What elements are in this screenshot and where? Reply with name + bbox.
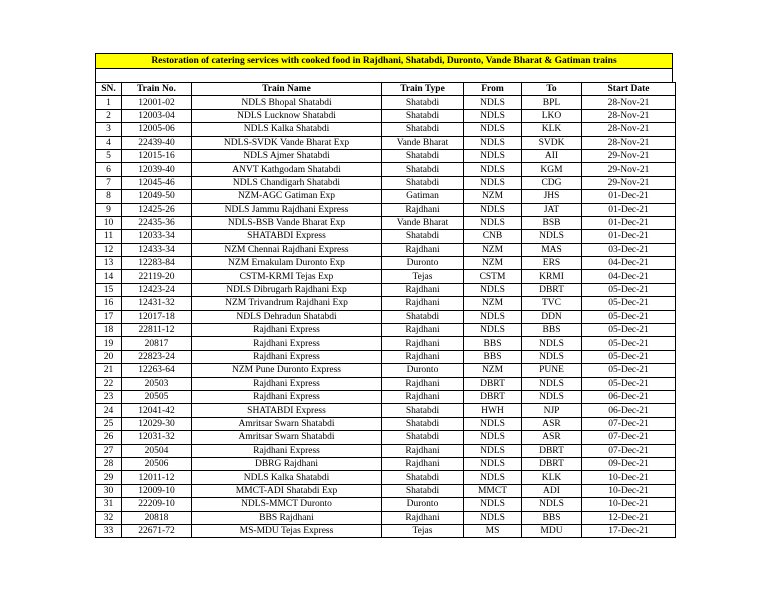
cell-to: SVDK [522, 136, 582, 149]
cell-train-no: 12017-18 [122, 310, 192, 323]
cell-sn: 20 [96, 350, 122, 363]
cell-to: BPL [522, 96, 582, 109]
table-row [96, 216, 676, 229]
cell-train-no: 12031-32 [122, 431, 192, 444]
cell-train-type: Shatabdi [382, 417, 464, 430]
cell-train-no: 12263-64 [122, 364, 192, 377]
cell-from: BBS [464, 337, 522, 350]
cell-from: BBS [464, 350, 522, 363]
cell-train-no: 20503 [122, 377, 192, 390]
cell-train-type: Vande Bharat [382, 216, 464, 229]
cell-start-date: 05-Dec-21 [582, 364, 676, 377]
table-row [96, 377, 676, 390]
cell-start-date: 07-Dec-21 [582, 431, 676, 444]
cell-to: BBS [522, 511, 582, 524]
cell-from: NDLS [464, 163, 522, 176]
table-row [96, 176, 676, 189]
cell-train-no: 12049-50 [122, 190, 192, 203]
column-header-train-type: Train Type [382, 83, 464, 96]
cell-start-date: 07-Dec-21 [582, 444, 676, 457]
cell-start-date: 01-Dec-21 [582, 190, 676, 203]
cell-sn: 1 [96, 96, 122, 109]
cell-train-name: Rajdhani Express [192, 377, 382, 390]
cell-train-no: 22435-36 [122, 216, 192, 229]
table-row [96, 163, 676, 176]
cell-sn: 12 [96, 243, 122, 256]
cell-train-no: 22823-24 [122, 350, 192, 363]
cell-from: NDLS [464, 203, 522, 216]
cell-train-type: Duronto [382, 364, 464, 377]
cell-from: NZM [464, 364, 522, 377]
cell-sn: 4 [96, 136, 122, 149]
cell-train-type: Rajdhani [382, 390, 464, 403]
cell-train-no: 22119-20 [122, 270, 192, 283]
cell-train-type: Shatabdi [382, 163, 464, 176]
cell-train-name: NDLS-BSB Vande Bharat Exp [192, 216, 382, 229]
table-row [96, 270, 676, 283]
cell-to: NDLS [522, 377, 582, 390]
cell-start-date: 04-Dec-21 [582, 270, 676, 283]
cell-sn: 6 [96, 163, 122, 176]
cell-train-name: NDLS Dehradun Shatabdi [192, 310, 382, 323]
cell-to: DBRT [522, 283, 582, 296]
spreadsheet [95, 53, 673, 538]
cell-train-no: 12033-34 [122, 230, 192, 243]
cell-train-no: 12015-16 [122, 149, 192, 162]
cell-train-type: Shatabdi [382, 230, 464, 243]
cell-train-name: SHATABDI Express [192, 230, 382, 243]
table-row [96, 243, 676, 256]
cell-to: NDLS [522, 230, 582, 243]
column-header-from: From [464, 83, 522, 96]
cell-train-type: Rajdhani [382, 283, 464, 296]
column-header-train-name: Train Name [192, 83, 382, 96]
cell-train-type: Shatabdi [382, 123, 464, 136]
header-row [96, 83, 676, 96]
cell-train-no: 12029-30 [122, 417, 192, 430]
cell-sn: 31 [96, 498, 122, 511]
cell-train-type: Rajdhani [382, 444, 464, 457]
cell-start-date: 05-Dec-21 [582, 283, 676, 296]
cell-train-no: 12003-04 [122, 109, 192, 122]
cell-train-type: Rajdhani [382, 203, 464, 216]
cell-from: NDLS [464, 431, 522, 444]
cell-train-type: Tejas [382, 524, 464, 537]
cell-to: ADI [522, 484, 582, 497]
cell-train-name: NZM Ernakulam Duronto Exp [192, 257, 382, 270]
cell-train-type: Rajdhani [382, 377, 464, 390]
cell-from: NDLS [464, 283, 522, 296]
cell-train-no: 22811-12 [122, 324, 192, 337]
cell-start-date: 06-Dec-21 [582, 404, 676, 417]
cell-to: ASR [522, 417, 582, 430]
cell-to: JAT [522, 203, 582, 216]
table-row [96, 498, 676, 511]
cell-sn: 3 [96, 123, 122, 136]
cell-start-date: 29-Nov-21 [582, 163, 676, 176]
table-row [96, 484, 676, 497]
cell-start-date: 09-Dec-21 [582, 457, 676, 470]
cell-train-type: Duronto [382, 257, 464, 270]
cell-train-name: Rajdhani Express [192, 337, 382, 350]
cell-start-date: 06-Dec-21 [582, 390, 676, 403]
cell-sn: 22 [96, 377, 122, 390]
cell-train-type: Rajdhani [382, 511, 464, 524]
cell-train-no: 12011-12 [122, 471, 192, 484]
table-row [96, 471, 676, 484]
cell-from: MS [464, 524, 522, 537]
cell-start-date: 05-Dec-21 [582, 310, 676, 323]
cell-sn: 24 [96, 404, 122, 417]
cell-train-name: CSTM-KRMI Tejas Exp [192, 270, 382, 283]
cell-train-name: Rajdhani Express [192, 444, 382, 457]
cell-sn: 30 [96, 484, 122, 497]
table-row [96, 203, 676, 216]
cell-train-name: NDLS-SVDK Vande Bharat Exp [192, 136, 382, 149]
cell-train-no: 12005-06 [122, 123, 192, 136]
cell-to: NDLS [522, 350, 582, 363]
cell-train-name: MS-MDU Tejas Express [192, 524, 382, 537]
table-row [96, 431, 676, 444]
cell-from: NDLS [464, 457, 522, 470]
cell-to: BSB [522, 216, 582, 229]
column-header-to: To [522, 83, 582, 96]
cell-from: HWH [464, 404, 522, 417]
cell-train-no: 12001-02 [122, 96, 192, 109]
cell-train-name: NZM-AGC Gatiman Exp [192, 190, 382, 203]
cell-sn: 8 [96, 190, 122, 203]
cell-from: MMCT [464, 484, 522, 497]
cell-start-date: 04-Dec-21 [582, 257, 676, 270]
cell-to: NJP [522, 404, 582, 417]
blank-row [95, 69, 673, 82]
cell-train-no: 12431-32 [122, 297, 192, 310]
cell-sn: 13 [96, 257, 122, 270]
cell-train-no: 22209-10 [122, 498, 192, 511]
cell-train-name: NDLS Ajmer Shatabdi [192, 149, 382, 162]
sheet-title: Restoration of catering services with cooked food in Rajdhani, Shatabdi, Duronto, Vande Bharat & Gatiman trains [95, 53, 673, 69]
cell-train-type: Rajdhani [382, 324, 464, 337]
cell-from: NZM [464, 243, 522, 256]
cell-train-no: 12039-40 [122, 163, 192, 176]
cell-to: NDLS [522, 498, 582, 511]
cell-train-no: 22671-72 [122, 524, 192, 537]
table-row [96, 190, 676, 203]
table-row [96, 123, 676, 136]
cell-from: DBRT [464, 390, 522, 403]
table-row [96, 457, 676, 470]
cell-start-date: 05-Dec-21 [582, 297, 676, 310]
cell-sn: 25 [96, 417, 122, 430]
cell-from: NDLS [464, 498, 522, 511]
cell-start-date: 01-Dec-21 [582, 216, 676, 229]
cell-train-type: Rajdhani [382, 243, 464, 256]
table-row [96, 350, 676, 363]
cell-sn: 28 [96, 457, 122, 470]
table-row [96, 511, 676, 524]
cell-train-type: Shatabdi [382, 431, 464, 444]
cell-train-name: NDLS Kalka Shatabdi [192, 123, 382, 136]
table-row [96, 96, 676, 109]
column-header-train-no: Train No. [122, 83, 192, 96]
cell-train-no: 22439-40 [122, 136, 192, 149]
cell-train-type: Rajdhani [382, 457, 464, 470]
cell-train-type: Shatabdi [382, 404, 464, 417]
cell-sn: 11 [96, 230, 122, 243]
cell-sn: 23 [96, 390, 122, 403]
cell-to: MDU [522, 524, 582, 537]
cell-to: ERS [522, 257, 582, 270]
cell-train-no: 20504 [122, 444, 192, 457]
cell-to: DBRT [522, 457, 582, 470]
table-row [96, 364, 676, 377]
cell-sn: 17 [96, 310, 122, 323]
cell-train-no: 12041-42 [122, 404, 192, 417]
cell-to: TVC [522, 297, 582, 310]
cell-from: NZM [464, 190, 522, 203]
cell-train-type: Rajdhani [382, 350, 464, 363]
cell-to: ASR [522, 431, 582, 444]
cell-to: MAS [522, 243, 582, 256]
cell-train-type: Shatabdi [382, 109, 464, 122]
cell-train-name: Rajdhani Express [192, 350, 382, 363]
cell-start-date: 10-Dec-21 [582, 498, 676, 511]
cell-train-type: Shatabdi [382, 310, 464, 323]
cell-from: NDLS [464, 444, 522, 457]
cell-sn: 7 [96, 176, 122, 189]
cell-sn: 9 [96, 203, 122, 216]
cell-sn: 32 [96, 511, 122, 524]
cell-from: NDLS [464, 136, 522, 149]
cell-start-date: 07-Dec-21 [582, 417, 676, 430]
cell-start-date: 17-Dec-21 [582, 524, 676, 537]
cell-from: NZM [464, 297, 522, 310]
cell-start-date: 28-Nov-21 [582, 96, 676, 109]
cell-train-name: Rajdhani Express [192, 390, 382, 403]
cell-train-type: Tejas [382, 270, 464, 283]
cell-train-type: Duronto [382, 498, 464, 511]
cell-train-name: DBRG Rajdhani [192, 457, 382, 470]
table-row [96, 230, 676, 243]
cell-train-type: Rajdhani [382, 297, 464, 310]
cell-train-no: 20505 [122, 390, 192, 403]
cell-train-no: 12433-34 [122, 243, 192, 256]
cell-from: NDLS [464, 123, 522, 136]
cell-sn: 2 [96, 109, 122, 122]
cell-from: NDLS [464, 310, 522, 323]
cell-to: DBRT [522, 444, 582, 457]
cell-sn: 27 [96, 444, 122, 457]
table-row [96, 404, 676, 417]
table-row [96, 444, 676, 457]
cell-start-date: 29-Nov-21 [582, 176, 676, 189]
cell-from: NZM [464, 257, 522, 270]
cell-sn: 14 [96, 270, 122, 283]
cell-train-type: Shatabdi [382, 176, 464, 189]
cell-train-no: 20817 [122, 337, 192, 350]
cell-start-date: 05-Dec-21 [582, 324, 676, 337]
column-header-start-date: Start Date [582, 83, 676, 96]
cell-from: NDLS [464, 96, 522, 109]
cell-start-date: 29-Nov-21 [582, 149, 676, 162]
cell-start-date: 05-Dec-21 [582, 377, 676, 390]
cell-from: NDLS [464, 149, 522, 162]
table-row [96, 324, 676, 337]
cell-train-type: Rajdhani [382, 337, 464, 350]
cell-from: NDLS [464, 417, 522, 430]
cell-start-date: 12-Dec-21 [582, 511, 676, 524]
table-row [96, 524, 676, 537]
cell-to: KLK [522, 471, 582, 484]
cell-train-name: NDLS Dibrugarh Rajdhani Exp [192, 283, 382, 296]
cell-to: KGM [522, 163, 582, 176]
train-table [95, 82, 676, 538]
cell-train-name: NDLS Jammu Rajdhani Express [192, 203, 382, 216]
cell-sn: 10 [96, 216, 122, 229]
cell-train-name: Rajdhani Express [192, 324, 382, 337]
cell-from: CSTM [464, 270, 522, 283]
cell-to: KRMI [522, 270, 582, 283]
cell-sn: 21 [96, 364, 122, 377]
cell-start-date: 05-Dec-21 [582, 350, 676, 363]
cell-train-name: MMCT-ADI Shatabdi Exp [192, 484, 382, 497]
cell-from: DBRT [464, 377, 522, 390]
cell-train-name: NDLS-MMCT Duronto [192, 498, 382, 511]
cell-from: NDLS [464, 471, 522, 484]
cell-start-date: 28-Nov-21 [582, 123, 676, 136]
table-body [96, 96, 676, 538]
cell-train-no: 20506 [122, 457, 192, 470]
cell-train-no: 12425-26 [122, 203, 192, 216]
cell-start-date: 10-Dec-21 [582, 484, 676, 497]
cell-from: NDLS [464, 511, 522, 524]
cell-from: CNB [464, 230, 522, 243]
cell-from: NDLS [464, 176, 522, 189]
table-row [96, 297, 676, 310]
cell-train-name: NDLS Lucknow Shatabdi [192, 109, 382, 122]
cell-train-no: 12009-10 [122, 484, 192, 497]
cell-to: NDLS [522, 337, 582, 350]
table-row [96, 337, 676, 350]
cell-sn: 19 [96, 337, 122, 350]
cell-sn: 29 [96, 471, 122, 484]
cell-train-type: Shatabdi [382, 471, 464, 484]
table-row [96, 390, 676, 403]
cell-from: NDLS [464, 324, 522, 337]
cell-train-no: 12423-24 [122, 283, 192, 296]
table-row [96, 109, 676, 122]
cell-to: LKO [522, 109, 582, 122]
cell-to: KLK [522, 123, 582, 136]
cell-start-date: 03-Dec-21 [582, 243, 676, 256]
cell-train-name: NDLS Bhopal Shatabdi [192, 96, 382, 109]
cell-train-no: 12283-84 [122, 257, 192, 270]
cell-start-date: 10-Dec-21 [582, 471, 676, 484]
table-row [96, 310, 676, 323]
cell-train-name: NZM Pune Duronto Express [192, 364, 382, 377]
cell-train-name: NDLS Chandigarh Shatabdi [192, 176, 382, 189]
cell-to: AII [522, 149, 582, 162]
cell-sn: 33 [96, 524, 122, 537]
cell-train-type: Shatabdi [382, 96, 464, 109]
column-header-sn: SN. [96, 83, 122, 96]
table-row [96, 283, 676, 296]
cell-start-date: 28-Nov-21 [582, 136, 676, 149]
table-row [96, 149, 676, 162]
cell-start-date: 01-Dec-21 [582, 203, 676, 216]
table-row [96, 136, 676, 149]
table-row [96, 417, 676, 430]
cell-to: NDLS [522, 390, 582, 403]
cell-train-name: SHATABDI Express [192, 404, 382, 417]
cell-train-name: NDLS Kalka Shatabdi [192, 471, 382, 484]
cell-sn: 26 [96, 431, 122, 444]
cell-train-name: ANVT Kathgodam Shatabdi [192, 163, 382, 176]
cell-train-no: 20818 [122, 511, 192, 524]
cell-train-name: BBS Rajdhani [192, 511, 382, 524]
cell-to: BBS [522, 324, 582, 337]
cell-train-name: Amritsar Swarn Shatabdi [192, 431, 382, 444]
cell-train-name: NZM Chennai Rajdhani Express [192, 243, 382, 256]
cell-train-type: Shatabdi [382, 484, 464, 497]
cell-start-date: 01-Dec-21 [582, 230, 676, 243]
cell-start-date: 05-Dec-21 [582, 337, 676, 350]
cell-from: NDLS [464, 216, 522, 229]
cell-sn: 15 [96, 283, 122, 296]
cell-start-date: 28-Nov-21 [582, 109, 676, 122]
table-row [96, 257, 676, 270]
cell-train-name: NZM Trivandrum Rajdhani Exp [192, 297, 382, 310]
cell-train-no: 12045-46 [122, 176, 192, 189]
cell-to: CDG [522, 176, 582, 189]
cell-to: DDN [522, 310, 582, 323]
cell-train-type: Shatabdi [382, 149, 464, 162]
cell-to: PUNE [522, 364, 582, 377]
cell-sn: 18 [96, 324, 122, 337]
cell-train-type: Gatiman [382, 190, 464, 203]
cell-train-name: Amritsar Swarn Shatabdi [192, 417, 382, 430]
cell-sn: 5 [96, 149, 122, 162]
cell-train-type: Vande Bharat [382, 136, 464, 149]
cell-sn: 16 [96, 297, 122, 310]
cell-to: JHS [522, 190, 582, 203]
cell-from: NDLS [464, 109, 522, 122]
